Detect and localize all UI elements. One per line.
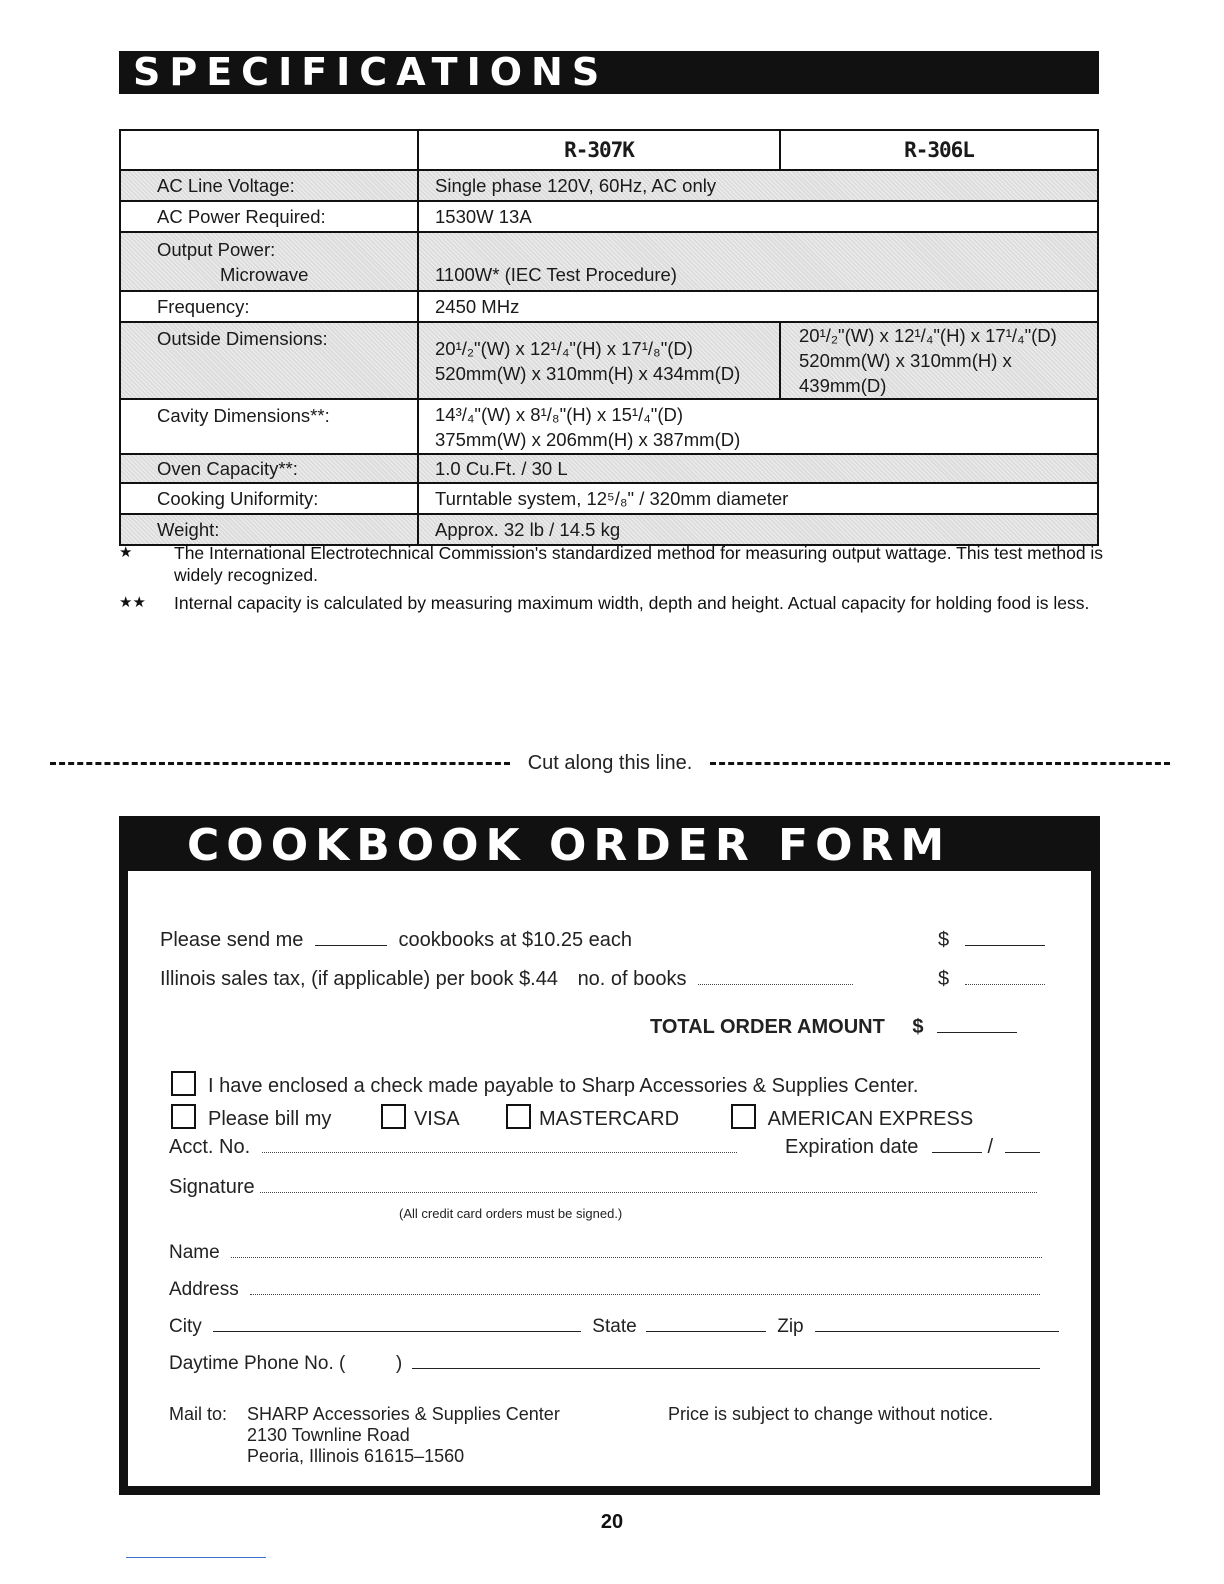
spec-value: 1100W* (IEC Test Procedure): [418, 232, 1098, 291]
total-field[interactable]: [937, 1032, 1017, 1033]
spec-value: Turntable system, 12⁵/₈" / 320mm diameter: [418, 483, 1098, 514]
spec-label-main: Output Power:: [157, 238, 276, 260]
no-of-books-field[interactable]: [698, 984, 853, 985]
specifications-banner: SPECIFICATIONS: [119, 51, 1099, 94]
subtotal-row: [938, 929, 1045, 952]
cut-line: [50, 752, 1170, 775]
signature-note: (All credit card orders must be signed.): [399, 1206, 623, 1221]
bill-text: Please bill my: [208, 1108, 332, 1130]
spec-row-frequency: [120, 291, 1098, 322]
spec-row-output-power: [120, 232, 1098, 291]
spec-row-cooking-uniformity: [120, 483, 1098, 514]
order-form-title: COOKBOOK ORDER FORM: [119, 816, 1100, 871]
spec-label: Outside Dimensions:: [120, 322, 418, 399]
send-prefix: Please send me: [160, 929, 304, 951]
model-r306l-header: R-306L: [780, 130, 1098, 170]
double-star-icon: ★★: [119, 594, 146, 611]
acct-row: [169, 1136, 737, 1159]
mail-line: Peoria, Illinois 61615–1560: [247, 1446, 465, 1466]
dimension-line: 520mm(W) x 310mm(H) x 434mm(D): [435, 362, 741, 384]
visa-checkbox[interactable]: [381, 1104, 406, 1129]
spec-value: 2450 MHz: [418, 291, 1098, 322]
spec-value: Approx. 32 lb / 14.5 kg: [418, 514, 1098, 545]
visa-label: VISA: [413, 1108, 459, 1130]
tax-row: [160, 968, 853, 991]
bill-checkbox[interactable]: [171, 1104, 196, 1129]
mail-line: 2130 Townline Road: [247, 1425, 410, 1445]
spec-value: 1.0 Cu.Ft. / 30 L: [418, 454, 1098, 483]
signature-row: [169, 1176, 1037, 1199]
state-label: State: [592, 1316, 637, 1337]
dimension-line: 375mm(W) x 206mm(H) x 387mm(D): [435, 428, 741, 450]
spec-row-oven-capacity: [120, 454, 1098, 483]
bill-option-row: [171, 1104, 973, 1131]
expiration-label: Expiration date: [785, 1136, 919, 1158]
cut-dash-left: [50, 762, 510, 765]
spec-header-row: [120, 130, 1098, 170]
spec-value-r306l: [780, 322, 1098, 399]
spec-notes: [119, 542, 1104, 620]
footer-rule: [126, 1557, 266, 1558]
spec-row-cavity-dimensions: [120, 399, 1098, 454]
spec-value: [418, 399, 1098, 454]
state-field[interactable]: [646, 1331, 766, 1332]
check-text: I have enclosed a check made payable to Sharp Accessories & Supplies Center.: [208, 1075, 919, 1097]
tax-amount-row: [938, 968, 1045, 991]
tax-text: Illinois sales tax, (if applicable) per book $.44: [160, 968, 558, 990]
quantity-row: [160, 929, 632, 952]
name-row: [169, 1242, 1042, 1264]
expiration-slash: /: [987, 1136, 994, 1158]
footnote-text: Internal capacity is calculated by measuring maximum width, depth and height. Actual capacity for holding food is less.: [174, 593, 1090, 613]
mail-line: SHARP Accessories & Supplies Center: [247, 1404, 560, 1424]
mastercard-label: MASTERCARD: [539, 1108, 680, 1130]
phone-row: [169, 1353, 1040, 1375]
tax-amount-field[interactable]: [965, 984, 1045, 985]
spec-label: AC Line Voltage:: [120, 170, 418, 201]
address-row: [169, 1279, 1040, 1301]
phone-close: ): [395, 1353, 403, 1374]
spec-row-ac-line-voltage: [120, 170, 1098, 201]
dollar-sign: $: [912, 1016, 924, 1038]
spec-value-r307k: [418, 322, 780, 399]
footnote-single-star: [119, 542, 1104, 586]
spec-value: Single phase 120V, 60Hz, AC only: [418, 170, 1098, 201]
send-suffix: cookbooks at $10.25 each: [398, 929, 633, 951]
total-label: TOTAL ORDER AMOUNT: [650, 1016, 885, 1038]
dimension-line: 14³/₄"(W) x 8¹/₈"(H) x 15¹/₄"(D): [435, 403, 684, 425]
subtotal-field[interactable]: [965, 945, 1045, 946]
acct-label: Acct. No.: [169, 1136, 251, 1158]
model-r307k-header: R-307K: [418, 130, 780, 170]
spec-row-weight: [120, 514, 1098, 545]
address-field[interactable]: [250, 1294, 1040, 1295]
footnote-text: The International Electrotechnical Commission's standardized method for measuring output wattage. This test method is widely recognized.: [174, 543, 1104, 585]
quantity-field[interactable]: [315, 945, 387, 946]
footnote-double-star: [119, 592, 1104, 614]
mail-to-label: Mail to:: [169, 1404, 228, 1424]
spec-label: Cooking Uniformity:: [120, 483, 418, 514]
no-of-books-label: no. of books: [577, 968, 687, 990]
name-field[interactable]: [231, 1257, 1042, 1258]
amex-checkbox[interactable]: [731, 1104, 756, 1129]
expiration-month-field[interactable]: [932, 1152, 982, 1153]
cookbook-order-form: [119, 816, 1100, 1495]
city-state-zip-row: [169, 1316, 1059, 1338]
spec-sublabel: Microwave: [220, 263, 309, 285]
dimension-line: 20¹/₂"(W) x 12¹/₄"(H) x 17¹/₈"(D): [435, 337, 693, 359]
amex-label: AMERICAN EXPRESS: [767, 1108, 974, 1130]
name-label: Name: [169, 1242, 220, 1263]
spec-row-ac-power: [120, 201, 1098, 232]
spec-label: Oven Capacity**:: [120, 454, 418, 483]
mastercard-checkbox[interactable]: [506, 1104, 531, 1129]
expiration-year-field[interactable]: [1005, 1152, 1040, 1153]
spec-label: [120, 232, 418, 291]
dimension-line: 20¹/₂"(W) x 12¹/₄"(H) x 17¹/₄"(D): [799, 325, 1057, 346]
page-number: 20: [600, 1511, 624, 1533]
check-option-row: [171, 1071, 918, 1098]
signature-field[interactable]: [260, 1192, 1037, 1193]
price-notice: Price is subject to change without notice.: [668, 1404, 994, 1424]
zip-label: Zip: [777, 1316, 804, 1337]
spec-label: AC Power Required:: [120, 201, 418, 232]
spec-label: Frequency:: [120, 291, 418, 322]
address-label: Address: [169, 1279, 239, 1300]
cut-dash-right: [710, 762, 1170, 765]
spec-row-outside-dimensions: [120, 322, 1098, 399]
city-field[interactable]: [213, 1331, 581, 1332]
spec-label: Weight:: [120, 514, 418, 545]
cut-line-text: Cut along this line.: [527, 752, 693, 774]
specifications-table: [119, 129, 1099, 546]
check-checkbox[interactable]: [171, 1071, 196, 1096]
city-label: City: [169, 1316, 202, 1337]
dollar-sign: $: [938, 968, 950, 990]
spec-label: Cavity Dimensions**:: [120, 399, 418, 454]
spec-value: 1530W 13A: [418, 201, 1098, 232]
expiration-row: [785, 1136, 1040, 1159]
phone-field[interactable]: [412, 1368, 1040, 1369]
acct-field[interactable]: [262, 1152, 737, 1153]
mail-address: [247, 1404, 560, 1467]
zip-field[interactable]: [815, 1331, 1059, 1332]
spec-header-blank: [120, 130, 418, 170]
phone-label: Daytime Phone No. (: [169, 1353, 346, 1374]
dollar-sign: $: [938, 929, 950, 951]
total-row: [650, 1016, 1017, 1039]
dimension-line: 520mm(W) x 310mm(H) x 439mm(D): [799, 350, 1012, 396]
star-icon: ★: [119, 544, 133, 561]
signature-label: Signature: [169, 1176, 255, 1198]
